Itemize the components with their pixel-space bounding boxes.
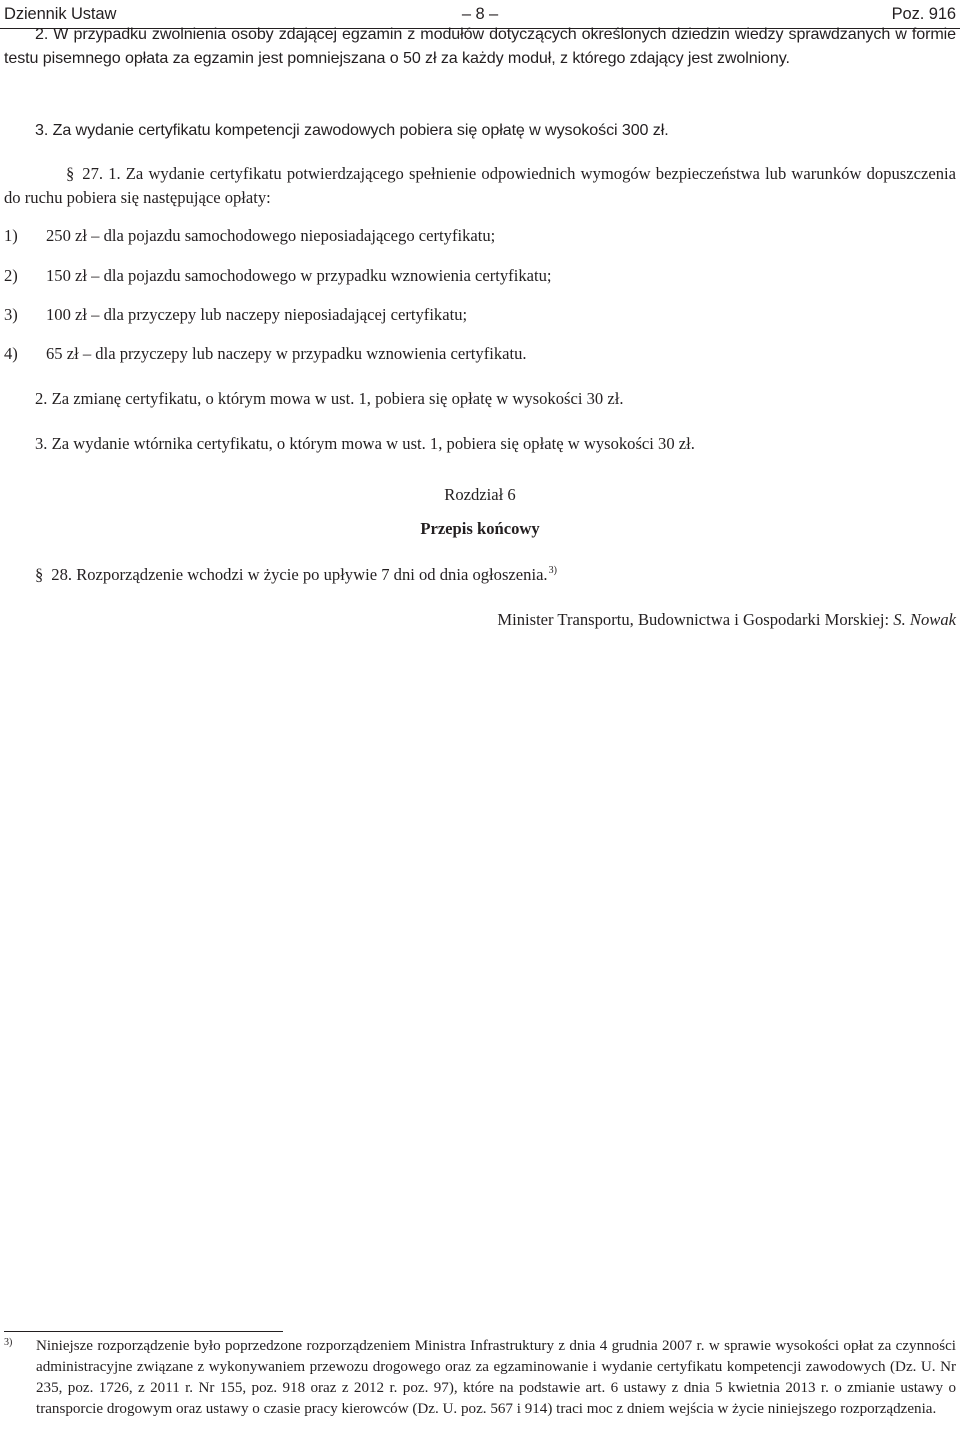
footnote-text: Niniejsze rozporządzenie było poprzedzone rozporządzeniem Ministra Infrastruktury z dnia 4 grudnia 2007 r. w sprawie wysokości opłat za czynności administracyjne związane z wykonywaniem przewozu drogowego oraz za egzaminowanie i wydanie certyfikatu kompetencji zawodowych (Dz. U. Nr 235, poz. 1726, z 2011 r. Nr 155, poz. 918 oraz z 2012 r. poz. 97), które na podstawie art. 6 ustawy z dnia 5 kwietnia 2013 r. o zmianie ustawy o transporcie drogowym oraz ustawy o czasie pracy kierowców (Dz. U. poz. 567 i 914) traci moc z dniem wejścia w życie niniejszego rozporządzenia. (36, 1338, 956, 1417)
page-number: – 8 – (461, 5, 499, 23)
paragraph-27-2: 2. Za zmianę certyfikatu, o którym mowa w ust. 1, pobiera się opłatę w wysokości 30 zł. (35, 389, 624, 408)
paragraph-26-3: 3. Za wydanie certyfikatu kompetencji zawodowych pobiera się opłatę w wysokości 300 zł. (35, 121, 669, 139)
signature-role: Minister Transportu, Budownictwa i Gospodarki Morskiej: (497, 610, 890, 629)
footnote-reference: 3) (548, 565, 557, 576)
section-sign: § (35, 565, 44, 584)
chapter-title: Przepis końcowy (420, 519, 540, 538)
signature (497, 608, 956, 632)
list-item: 2) 150 zł – dla pojazdu samochodowego w przypadku wznowienia certyfikatu; (4, 266, 552, 285)
signature-name: S. Nowak (893, 610, 956, 629)
section-sign: § (66, 164, 75, 183)
paragraph-28 (35, 563, 557, 587)
list-item: 3) 100 zł – dla przyczepy lub naczepy nieposiadającej certyfikatu; (4, 305, 468, 324)
list-item: 1) 250 zł – dla pojazdu samochodowego nieposiadającego certyfikatu; (4, 226, 496, 245)
footnote-mark: 3) (4, 1337, 13, 1348)
paragraph-26-2: 2. W przypadku zwolnienia osoby zdającej egzamin z modułów dotyczących określonych dziedzin wiedzy sprawdzanych w formie testu pisemnego opłata za egzamin jest pomniejszana o 50 zł za każdy moduł, z którego zdający jest zwolniony. (4, 25, 956, 67)
paragraph-27-1-text: 27. 1. Za wydanie certyfikatu potwierdzającego spełnienie odpowiednich wymogów bezpieczeństwa lub warunków dopuszczenia do ruchu pobiera się następujące opłaty: (4, 164, 956, 207)
chapter-number: Rozdział 6 (444, 485, 516, 504)
journal-title: Dziennik Ustaw (4, 5, 117, 23)
paragraph-27-1 (4, 162, 956, 210)
footnote-rule (4, 1331, 283, 1332)
paragraph-28-text: 28. Rozporządzenie wchodzi w życie po upływie 7 dni od dnia ogłoszenia. (51, 565, 548, 584)
position-number: Poz. 916 (891, 5, 956, 23)
paragraph-27-3: 3. Za wydanie wtórnika certyfikatu, o którym mowa w ust. 1, pobiera się opłatę w wysokości 30 zł. (35, 434, 695, 453)
footnote (4, 1336, 956, 1420)
list-item: 4) 65 zł – dla przyczepy lub naczepy w przypadku wznowienia certyfikatu. (4, 344, 527, 363)
